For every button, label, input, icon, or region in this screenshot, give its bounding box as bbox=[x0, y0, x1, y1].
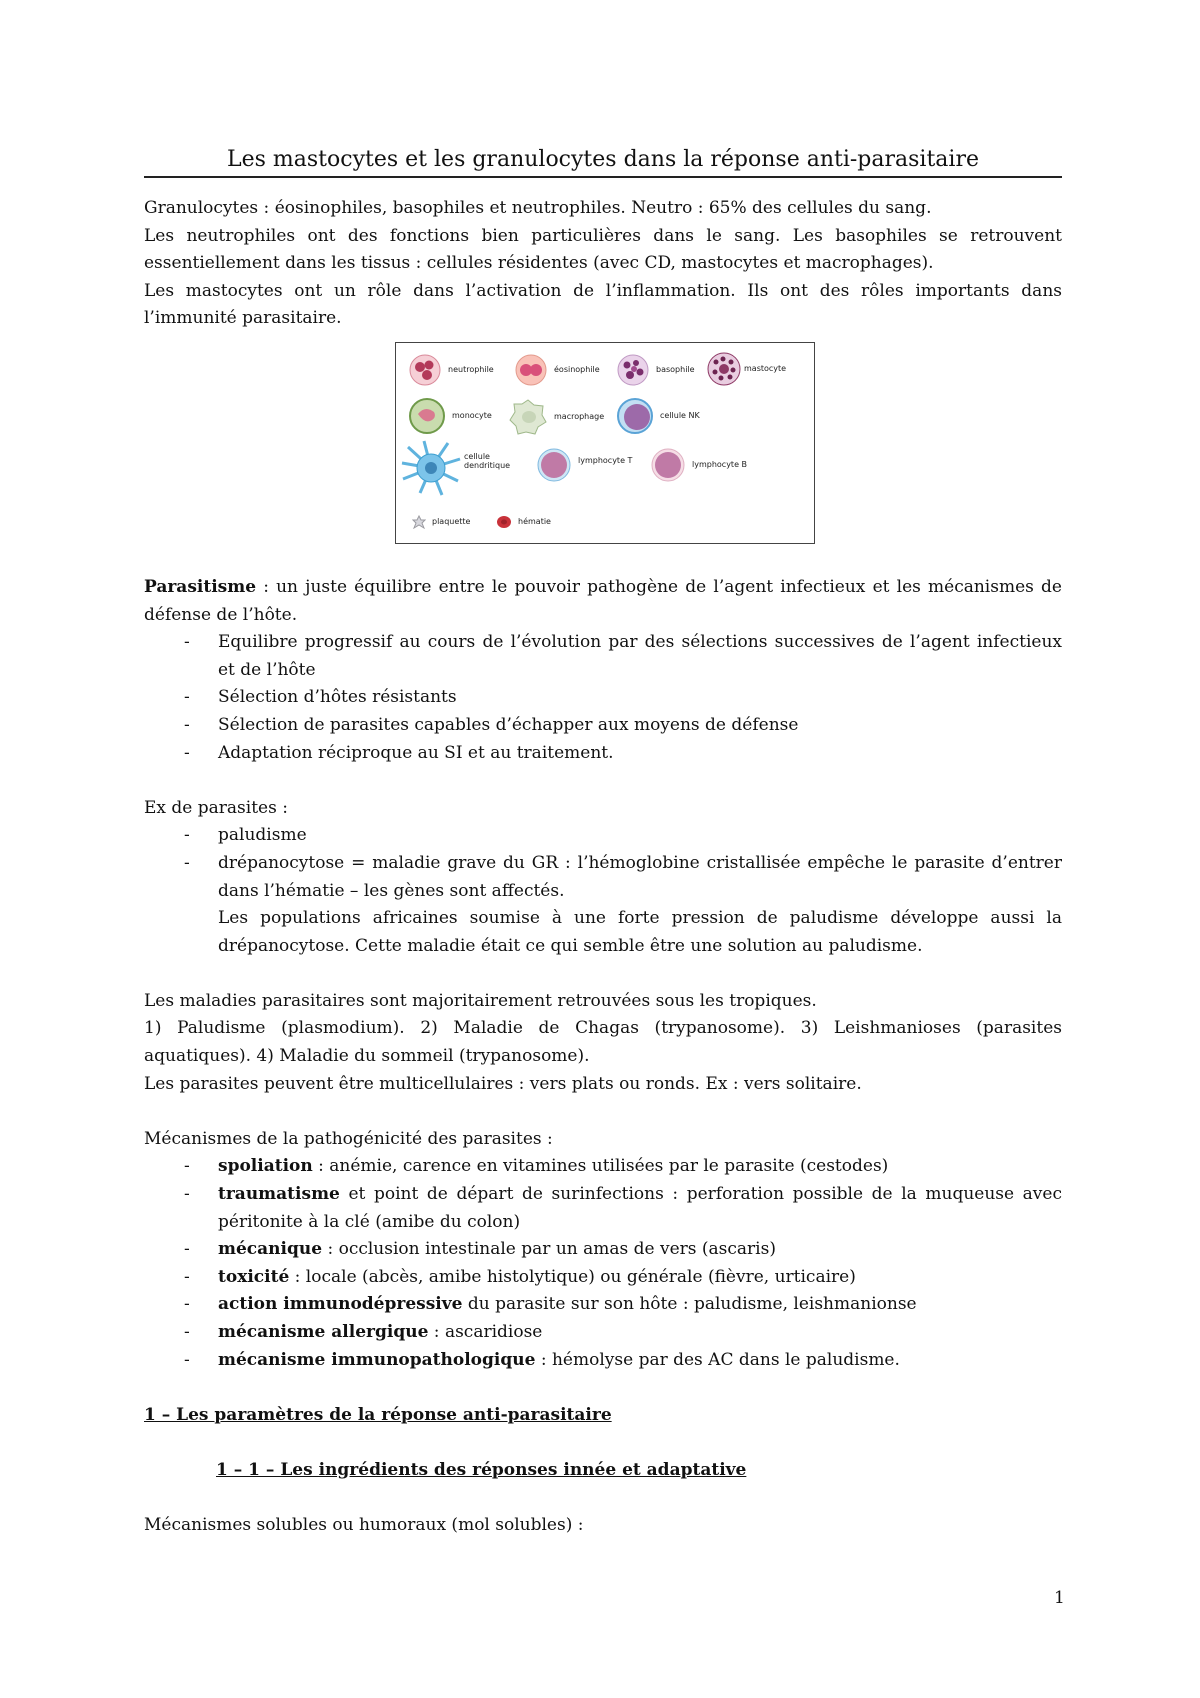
mecanisme-text: du parasite sur son hôte : paludisme, leishmanionse bbox=[462, 1294, 917, 1315]
mastocyte-icon bbox=[706, 351, 742, 387]
mecanisme-text: : occlusion intestinale par un amas de vers (ascaris) bbox=[322, 1239, 776, 1260]
figure-label-macrophage: macrophage bbox=[554, 412, 605, 422]
basophile-icon bbox=[616, 353, 650, 387]
dash-marker: - bbox=[184, 1349, 190, 1370]
mecanisme-text: : locale (abcès, amibe histolytique) ou générale (fièvre, urticaire) bbox=[289, 1266, 856, 1287]
list-item bbox=[144, 1319, 1062, 1347]
figure-item-lymphocyte-t bbox=[536, 447, 632, 483]
monocyte-icon bbox=[408, 397, 446, 435]
tropiques-line-1: Les maladies parasitaires sont majoritairement retrouvées sous les tropiques. bbox=[144, 990, 817, 1011]
parasitisme-definition bbox=[144, 574, 1062, 629]
nk-cell-icon bbox=[616, 397, 654, 435]
list-item-text: paludisme bbox=[218, 825, 307, 846]
dash-marker: - bbox=[184, 852, 190, 873]
list-item-text: drépanocytose = maladie grave du GR : l’hémoglobine cristallisée empêche le parasite d’entrer dans l’hématie – les gènes sont affectés. bbox=[218, 852, 1062, 901]
tropiques-line-3: Les parasites peuvent être multicellulaires : vers plats ou ronds. Ex : vers solitaire. bbox=[144, 1073, 862, 1094]
blood-cells-figure bbox=[395, 342, 815, 544]
mecanisme-term: spoliation bbox=[218, 1156, 313, 1177]
exemples-continuation: Les populations africaines soumise à une forte pression de paludisme développe aussi la drépanocytose. Cette maladie était ce qui semble être une solution au paludisme. bbox=[218, 908, 1062, 956]
spacer bbox=[144, 767, 1062, 795]
figure-label-mastocyte: mastocyte bbox=[744, 364, 787, 374]
figure-item-basophile bbox=[616, 353, 695, 387]
dash-marker: - bbox=[184, 742, 190, 763]
figure-item-dendritic-cell bbox=[400, 439, 534, 497]
list-item-text: Adaptation réciproque au SI et au traitement. bbox=[218, 742, 614, 763]
parasitisme-term: Parasitisme bbox=[144, 576, 257, 597]
hematie-icon bbox=[496, 515, 512, 529]
spacer bbox=[144, 1098, 1062, 1126]
list-item bbox=[144, 740, 1062, 768]
list-item bbox=[144, 1236, 1062, 1264]
list-item bbox=[144, 1291, 1062, 1319]
list-item bbox=[144, 822, 1062, 850]
tropiques-line-2: 1) Paludisme (plasmodium). 2) Maladie de Chagas (trypanosome). 3) Leishmanioses (parasites aquatiques). 4) Maladie du sommeil (trypanosome). bbox=[144, 1018, 1062, 1067]
figure-label-lymphocyte-t: lymphocyte T bbox=[578, 456, 633, 466]
figure-item-nk-cell bbox=[616, 397, 700, 435]
dash-marker: - bbox=[184, 1184, 190, 1205]
parasitisme-definition-text: : un juste équilibre entre le pouvoir pathogène de l’agent infectieux et les mécanismes de défense de l’hôte. bbox=[144, 576, 1062, 625]
mecanisme-term: toxicité bbox=[218, 1266, 290, 1287]
figure-label-dendritic-cell: cellule dendritique bbox=[464, 451, 511, 470]
list-item bbox=[144, 1181, 1062, 1236]
mecanisme-term: action immunodépressive bbox=[218, 1294, 463, 1315]
figure-item-eosinophile bbox=[514, 353, 600, 387]
parasitisme-list bbox=[144, 629, 1062, 767]
figure-label-hematie: hématie bbox=[518, 517, 551, 527]
dash-marker: - bbox=[184, 714, 190, 735]
plaquette-icon bbox=[412, 515, 426, 529]
figure-item-macrophage bbox=[508, 397, 604, 437]
mecanismes-list bbox=[144, 1153, 1062, 1374]
list-item-text: Sélection d’hôtes résistants bbox=[218, 687, 457, 708]
page-title: Les mastocytes et les granulocytes dans la réponse anti-parasitaire bbox=[144, 145, 1062, 178]
figure-label-plaquette: plaquette bbox=[432, 517, 471, 527]
figure-label-monocyte: monocyte bbox=[452, 411, 492, 421]
mecanisme-term: mécanique bbox=[218, 1239, 323, 1260]
lymphocyte-b-icon bbox=[650, 447, 686, 483]
mecanismes-solubles-line: Mécanismes solubles ou humoraux (mol solubles) : bbox=[144, 1515, 584, 1536]
intro-line-2: Les neutrophiles ont des fonctions bien particulières dans le sang. Les basophiles se retrouvent essentiellement dans les tissus : cellules résidentes (avec CD, mastocytes et macrophages). bbox=[144, 225, 1062, 274]
figure-item-monocyte bbox=[408, 397, 492, 435]
dash-marker: - bbox=[184, 687, 190, 708]
dash-marker: - bbox=[184, 1322, 190, 1342]
dash-marker: - bbox=[184, 1294, 190, 1315]
macrophage-icon bbox=[508, 397, 548, 437]
list-item bbox=[144, 1347, 1062, 1375]
dash-marker: - bbox=[184, 1266, 190, 1287]
mecanismes-heading: Mécanismes de la pathogénicité des parasites : bbox=[144, 1128, 553, 1149]
mecanisme-text: et point de départ de surinfections : perforation possible de la muqueuse avec péritonite à la clé (amibe du colon) bbox=[218, 1184, 1062, 1232]
figure-item-neutrophile bbox=[408, 353, 494, 387]
spacer bbox=[144, 1485, 1062, 1513]
spacer bbox=[144, 960, 1062, 988]
section-heading-1-1: 1 – 1 – Les ingrédients des réponses innée et adaptative bbox=[216, 1459, 747, 1480]
mecanisme-text: : anémie, carence en vitamines utilisées par le parasite (cestodes) bbox=[312, 1156, 889, 1177]
mecanisme-text: : hémolyse par des AC dans le paludisme. bbox=[535, 1349, 900, 1370]
eosinophile-icon bbox=[514, 353, 548, 387]
list-item bbox=[144, 850, 1062, 905]
mecanisme-term: mécanisme allergique bbox=[218, 1322, 429, 1342]
intro-line-3: Les mastocytes ont un rôle dans l’activation de l’inflammation. Ils ont des rôles importants dans l’immunité parasitaire. bbox=[144, 280, 1062, 329]
mecanisme-text: : ascaridiose bbox=[428, 1322, 543, 1342]
spacer bbox=[144, 1374, 1062, 1402]
dash-marker: - bbox=[184, 1156, 190, 1177]
list-item bbox=[144, 629, 1062, 684]
figure-label-lymphocyte-b: lymphocyte B bbox=[692, 460, 748, 470]
page-number: 1 bbox=[1054, 1588, 1065, 1608]
mecanisme-term: traumatisme bbox=[218, 1184, 340, 1205]
intro-line-1: Granulocytes : éosinophiles, basophiles et neutrophiles. Neutro : 65% des cellules du sang. bbox=[144, 198, 932, 218]
section-heading-1: 1 – Les paramètres de la réponse anti-parasitaire bbox=[144, 1404, 612, 1425]
figure-item-plaquette bbox=[412, 515, 470, 529]
neutrophile-icon bbox=[408, 353, 442, 387]
list-item bbox=[144, 1153, 1062, 1181]
dendritic-cell-icon bbox=[400, 439, 462, 497]
figure-item-lymphocyte-b bbox=[650, 447, 747, 483]
dash-marker: - bbox=[184, 825, 190, 846]
page-content bbox=[144, 145, 1062, 1540]
list-item bbox=[144, 1264, 1062, 1292]
spacer bbox=[144, 1429, 1062, 1457]
list-item-text: Equilibre progressif au cours de l’évolution par des sélections successives de l’agent infectieux et de l’hôte bbox=[218, 632, 1062, 680]
figure-label-eosinophile: éosinophile bbox=[554, 365, 600, 375]
exemples-list bbox=[144, 822, 1062, 905]
figure-label-basophile: basophile bbox=[656, 365, 695, 375]
exemples-heading: Ex de parasites : bbox=[144, 797, 288, 818]
figure-label-nk-cell: cellule NK bbox=[660, 411, 700, 421]
lymphocyte-t-icon bbox=[536, 447, 572, 483]
figure-label-neutrophile: neutrophile bbox=[448, 365, 494, 375]
dash-marker: - bbox=[184, 1239, 190, 1260]
mecanisme-term: mécanisme immunopathologique bbox=[218, 1349, 536, 1370]
list-item bbox=[144, 712, 1062, 740]
dash-marker: - bbox=[184, 632, 190, 653]
figure-item-hematie bbox=[496, 515, 551, 529]
list-item-text: Sélection de parasites capables d’échapper aux moyens de défense bbox=[218, 714, 799, 735]
list-item bbox=[144, 684, 1062, 712]
figure-item-mastocyte bbox=[706, 351, 786, 387]
